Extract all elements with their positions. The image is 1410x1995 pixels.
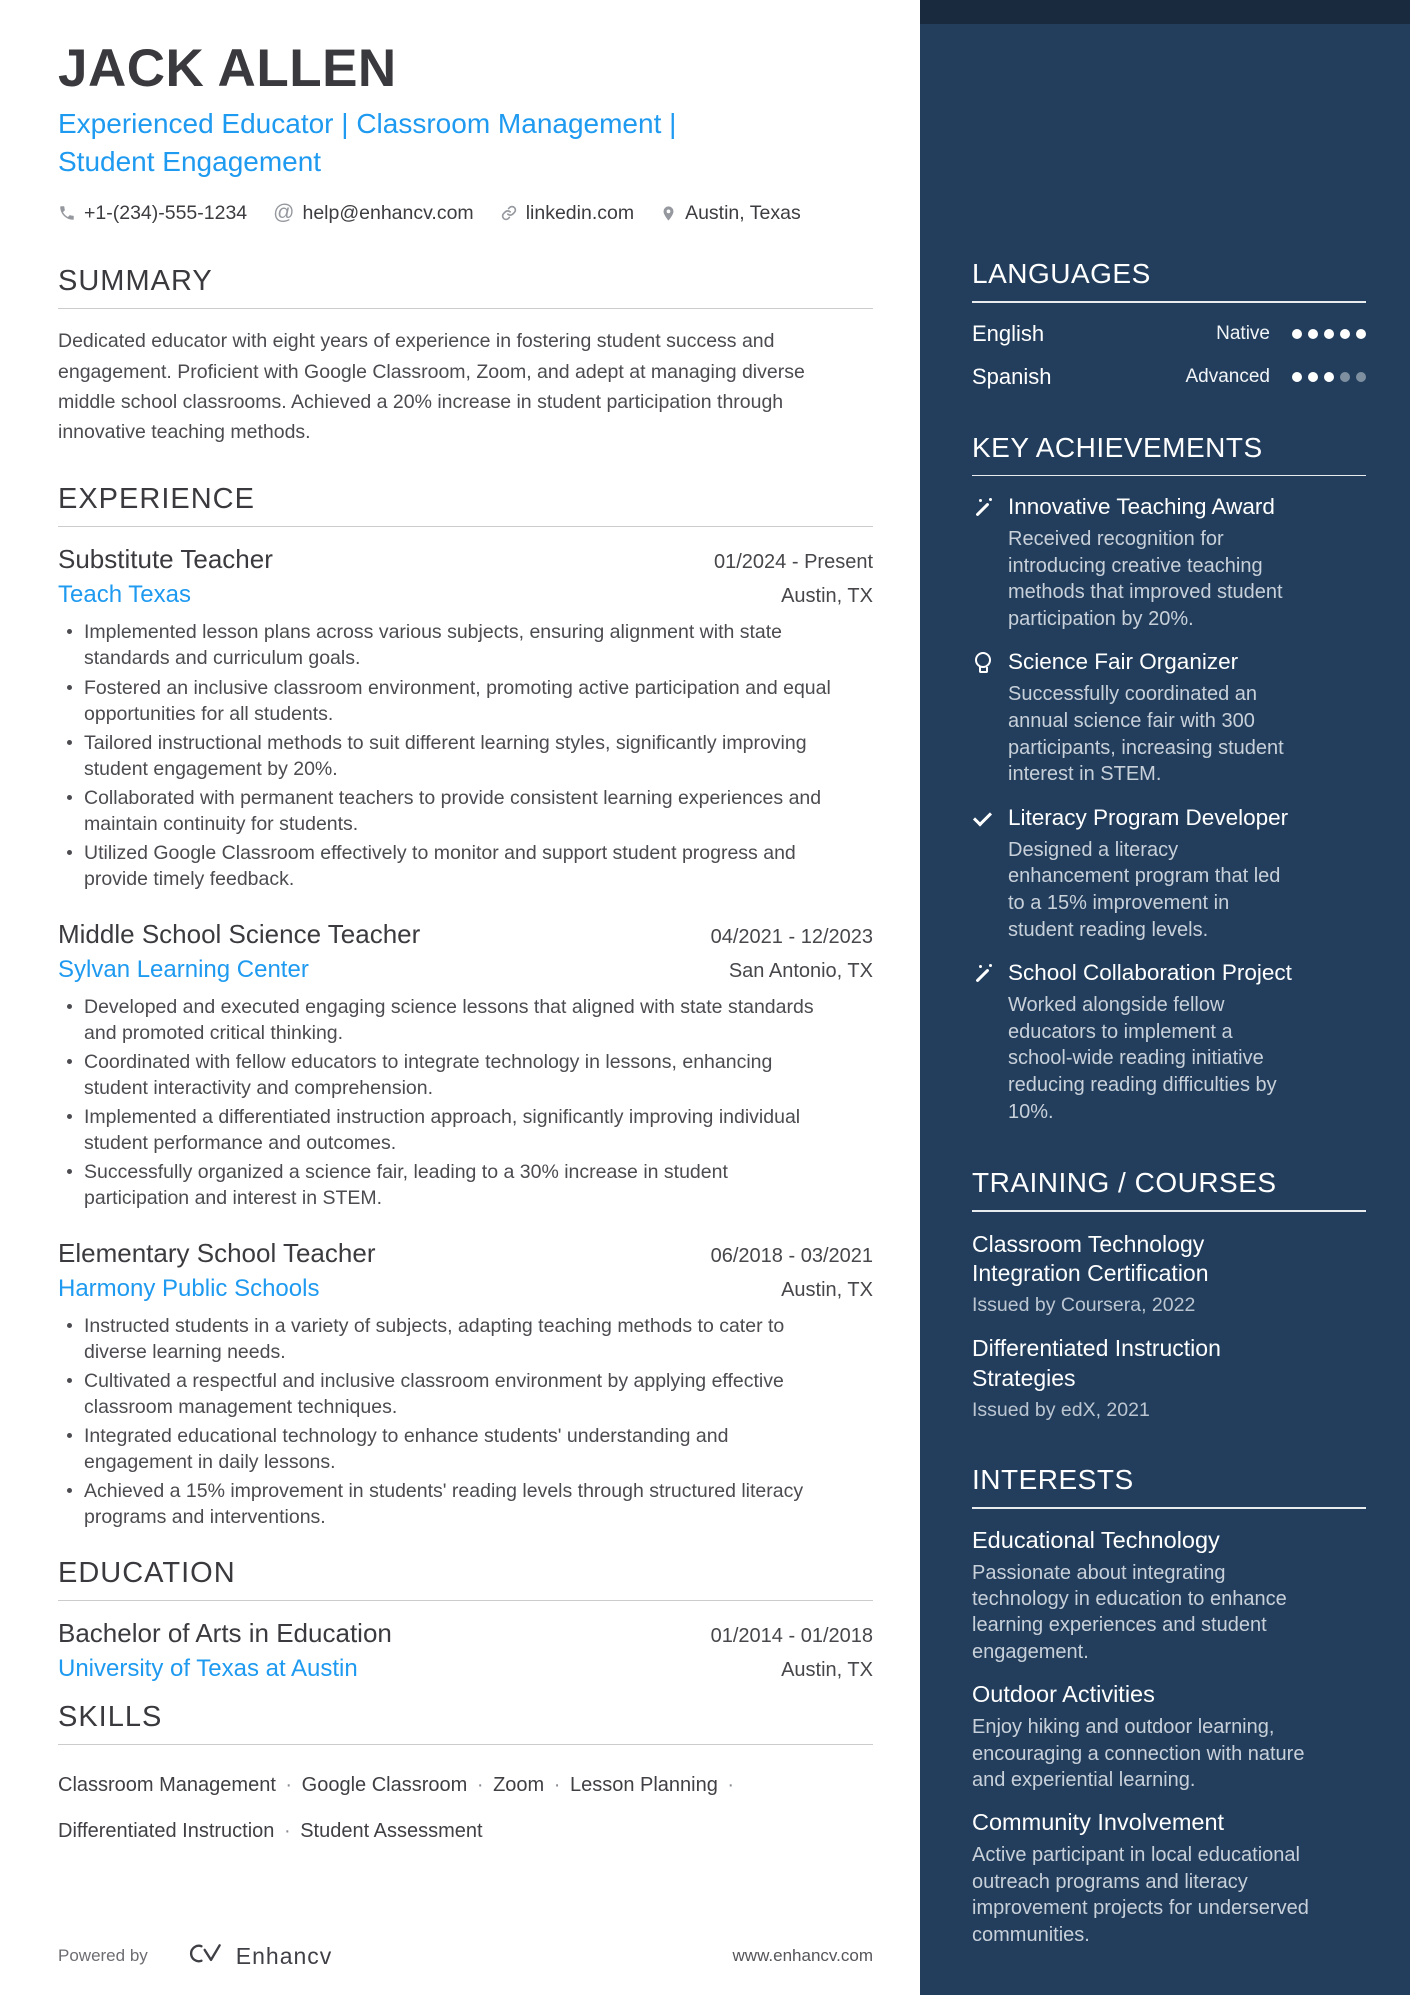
job-dates: 06/2018 - 03/2021 [710, 1244, 873, 1267]
achievement-text: Designed a literacy enhancement program that led to a 15% improvement in student reading levels. [1008, 838, 1281, 941]
job-company: Teach Texas [58, 581, 191, 609]
proficiency-dot [1324, 329, 1334, 339]
experience-section [58, 483, 873, 1530]
summary-section [58, 265, 873, 447]
interests-heading: INTERESTS [972, 1464, 1134, 1496]
job-bullet: Implemented a differentiated instruction approach, significantly improving individual student performance and outcomes. [84, 1104, 836, 1156]
languages-heading: LANGUAGES [972, 258, 1151, 289]
phone-number: +1-(234)-555-1234 [84, 201, 248, 224]
job-bullet: Utilized Google Classroom effectively to monitor and support student progress and provide timely feedback. [84, 840, 836, 892]
skills-section [58, 1701, 873, 1854]
education-location: Austin, TX [781, 1658, 873, 1681]
skill-item: Classroom Management · [58, 1774, 302, 1796]
candidate-name: JACK ALLEN [58, 39, 397, 98]
course-list [972, 1230, 1366, 1423]
proficiency-dot [1308, 329, 1318, 339]
skill-item: Zoom · [493, 1774, 570, 1796]
sidebar-divider [972, 1507, 1366, 1509]
school-name: University of Texas at Austin [58, 1654, 358, 1682]
enhancv-logo-icon [186, 1941, 226, 1971]
achievement-body [1008, 494, 1366, 632]
enhancv-logo[interactable] [186, 1941, 333, 1971]
bulb-icon [972, 652, 994, 674]
email-contact[interactable] [273, 201, 474, 225]
job-title-row [58, 1238, 873, 1269]
section-divider [58, 1744, 873, 1745]
achievement-text: Received recognition for introducing creative teaching methods that improved student participation by 20%. [1008, 528, 1283, 630]
skill-item: Google Classroom · [302, 1774, 493, 1796]
job-bullet: Coordinated with fellow educators to integrate technology in lessons, enhancing student interactivity and comprehension. [84, 1049, 836, 1101]
job-bullet: Developed and executed engaging science lessons that aligned with state standards and promoted critical thinking. [84, 994, 836, 1046]
course-issuer: Issued by edX, 2021 [972, 1399, 1150, 1422]
site-url[interactable]: www.enhancv.com [732, 1946, 873, 1965]
proficiency-dot [1340, 372, 1350, 382]
job-bullet: Successfully organized a science fair, leading to a 30% increase in student participation and interest in STEM. [84, 1159, 836, 1211]
interest-item [972, 1681, 1366, 1793]
powered-by-label: Powered by [58, 1946, 148, 1965]
job-bullet: Integrated educational technology to enhance students' understanding and engagement in daily lessons. [84, 1423, 836, 1475]
achievement-text: Successfully coordinated an annual science fair with 300 participants, increasing student interest in STEM. [1008, 683, 1284, 786]
skill-item: Student Assessment [300, 1819, 483, 1842]
section-divider [58, 526, 873, 527]
enhancv-wordmark: Enhancv [235, 1942, 333, 1969]
achievement-list [972, 494, 1366, 1125]
degree-row [58, 1618, 873, 1649]
interest-title: Educational Technology [972, 1526, 1220, 1553]
linkedin-url: linkedin.com [525, 201, 635, 224]
page-footer [58, 1941, 873, 1971]
achievement-item [972, 960, 1366, 1125]
location-icon [660, 204, 677, 223]
experience-heading: EXPERIENCE [58, 483, 255, 516]
email-address: help@enhancv.com [302, 201, 474, 224]
job-location: Austin, TX [781, 585, 873, 608]
achievements-heading: KEY ACHIEVEMENTS [972, 431, 1263, 463]
job-title-row [58, 544, 873, 575]
location-text: Austin, Texas [685, 201, 801, 224]
job-location: San Antonio, TX [728, 959, 873, 982]
achievement-body [1008, 649, 1366, 787]
achievement-title: School Collaboration Project [1008, 960, 1292, 986]
proficiency-dot [1356, 329, 1366, 339]
skill-item: Lesson Planning · [570, 1774, 738, 1796]
skills-heading: SKILLS [58, 1700, 163, 1733]
job-location: Austin, TX [781, 1278, 873, 1301]
experience-list [58, 544, 873, 1530]
interest-text: Passionate about integrating technology in education to enhance learning experiences and student engagement. [972, 1561, 1287, 1663]
achievement-body [1008, 805, 1366, 943]
language-dots [1292, 372, 1366, 382]
sidebar-divider [972, 1210, 1366, 1212]
language-list [972, 321, 1366, 390]
language-dots [1292, 329, 1366, 339]
job-dates: 01/2024 - Present [714, 551, 873, 574]
achievement-text: Worked alongside fellow educators to implement a school-wide reading initiative reducing reading difficulties by 10%. [1008, 994, 1277, 1123]
proficiency-dot [1340, 329, 1350, 339]
course-title: Differentiated Instruction Strategies [972, 1335, 1221, 1392]
proficiency-dot [1292, 372, 1302, 382]
job-company: Harmony Public Schools [58, 1274, 320, 1302]
job-company-row [58, 950, 873, 984]
job-title: Middle School Science Teacher [58, 918, 421, 949]
achievement-title: Innovative Teaching Award [1008, 494, 1275, 519]
check-icon [972, 808, 994, 830]
languages-section [972, 258, 1366, 390]
education-heading: EDUCATION [58, 1556, 236, 1589]
skill-item: Differentiated Instruction · [58, 1820, 300, 1842]
sidebar-content [920, 258, 1410, 1948]
resume-header [58, 40, 873, 225]
job-company: Sylvan Learning Center [58, 955, 309, 983]
achievement-item [972, 805, 1366, 943]
proficiency-dot [1324, 372, 1334, 382]
language-name: Spanish [972, 363, 1052, 389]
sidebar-top-band [920, 0, 1410, 24]
phone-contact [58, 202, 247, 225]
experience-entry [58, 919, 873, 1212]
job-company-row [58, 575, 873, 609]
course-title: Classroom Technology Integration Certification [972, 1230, 1209, 1287]
experience-entry [58, 1238, 873, 1531]
interest-list [972, 1527, 1366, 1948]
training-heading: TRAINING / COURSES [972, 1167, 1277, 1199]
job-bullet: Implemented lesson plans across various subjects, ensuring alignment with state standards and curriculum goals. [84, 619, 836, 671]
achievement-body [1008, 960, 1366, 1125]
interest-title: Outdoor Activities [972, 1681, 1155, 1708]
job-bullet: Tailored instructional methods to suit different learning styles, significantly improving student engagement by 20%. [84, 730, 836, 782]
job-bullet: Achieved a 15% improvement in students' reading levels through structured literacy programs and interventions. [84, 1478, 836, 1530]
interest-item [972, 1527, 1366, 1666]
sidebar-divider [972, 301, 1366, 303]
job-company-row [58, 1269, 873, 1303]
training-section [972, 1167, 1366, 1422]
degree-title: Bachelor of Arts in Education [58, 1617, 392, 1648]
job-dates: 04/2021 - 12/2023 [710, 925, 873, 948]
location-contact [660, 202, 801, 225]
language-row [972, 364, 1366, 390]
job-title-row [58, 919, 873, 950]
wand-icon [972, 963, 994, 985]
job-title: Elementary School Teacher [58, 1237, 376, 1268]
proficiency-dot [1356, 372, 1366, 382]
section-divider [58, 1600, 873, 1601]
phone-icon [58, 204, 76, 222]
education-dates: 01/2014 - 01/2018 [710, 1624, 873, 1647]
summary-text: Dedicated educator with eight years of experience in fostering student success and engagement. Proficient with Google Classroom, Zoom, and adept at managing diverse middle school classrooms. Achieved a 20% increase in student participation through innovative teaching methods. [58, 330, 805, 444]
language-row [972, 321, 1366, 347]
summary-heading: SUMMARY [58, 265, 213, 298]
interest-text: Active participant in local educational outreach programs and literacy improvement projects for underserved communities. [972, 1844, 1309, 1946]
section-divider [58, 308, 873, 309]
achievement-title: Science Fair Organizer [1008, 649, 1239, 675]
job-title: Substitute Teacher [58, 544, 273, 575]
skills-list [58, 1762, 848, 1854]
job-bullet-list [58, 994, 873, 1212]
course-item [972, 1230, 1366, 1318]
education-section [58, 1557, 873, 1683]
job-bullet: Fostered an inclusive classroom environment, promoting active participation and equal opportunities for all students. [84, 675, 836, 727]
job-bullet: Collaborated with permanent teachers to provide consistent learning experiences and maintain continuity for students. [84, 785, 836, 837]
interest-text: Enjoy hiking and outdoor learning, encouraging a connection with nature and experiential learning. [972, 1716, 1305, 1791]
achievements-section [972, 432, 1366, 1126]
proficiency-dot [1308, 372, 1318, 382]
email-icon: @ [273, 201, 295, 225]
job-bullet-list [58, 1313, 873, 1531]
interest-title: Community Involvement [972, 1809, 1225, 1836]
job-bullet: Instructed students in a variety of subjects, adapting teaching methods to cater to diverse learning needs. [84, 1313, 836, 1365]
sidebar [920, 0, 1410, 1995]
achievement-item [972, 494, 1366, 632]
course-item [972, 1334, 1366, 1422]
linkedin-contact[interactable] [500, 202, 634, 225]
language-level: Advanced [1185, 365, 1270, 387]
school-row [58, 1649, 873, 1683]
interest-item [972, 1809, 1366, 1948]
job-bullet-list [58, 619, 873, 892]
sidebar-divider [972, 475, 1366, 477]
interests-section [972, 1464, 1366, 1948]
candidate-headline: Experienced Educator | Classroom Management | Student Engagement [58, 108, 677, 178]
job-bullet: Cultivated a respectful and inclusive classroom environment by applying effective classroom management techniques. [84, 1368, 836, 1420]
proficiency-dot [1292, 329, 1302, 339]
course-issuer: Issued by Coursera, 2022 [972, 1294, 1196, 1317]
contact-row [58, 201, 873, 225]
language-level: Native [1216, 322, 1270, 344]
experience-entry [58, 544, 873, 892]
link-icon [500, 204, 518, 222]
achievement-title: Literacy Program Developer [1008, 804, 1289, 830]
achievement-item [972, 649, 1366, 787]
language-name: English [972, 320, 1045, 346]
wand-icon [972, 497, 994, 519]
